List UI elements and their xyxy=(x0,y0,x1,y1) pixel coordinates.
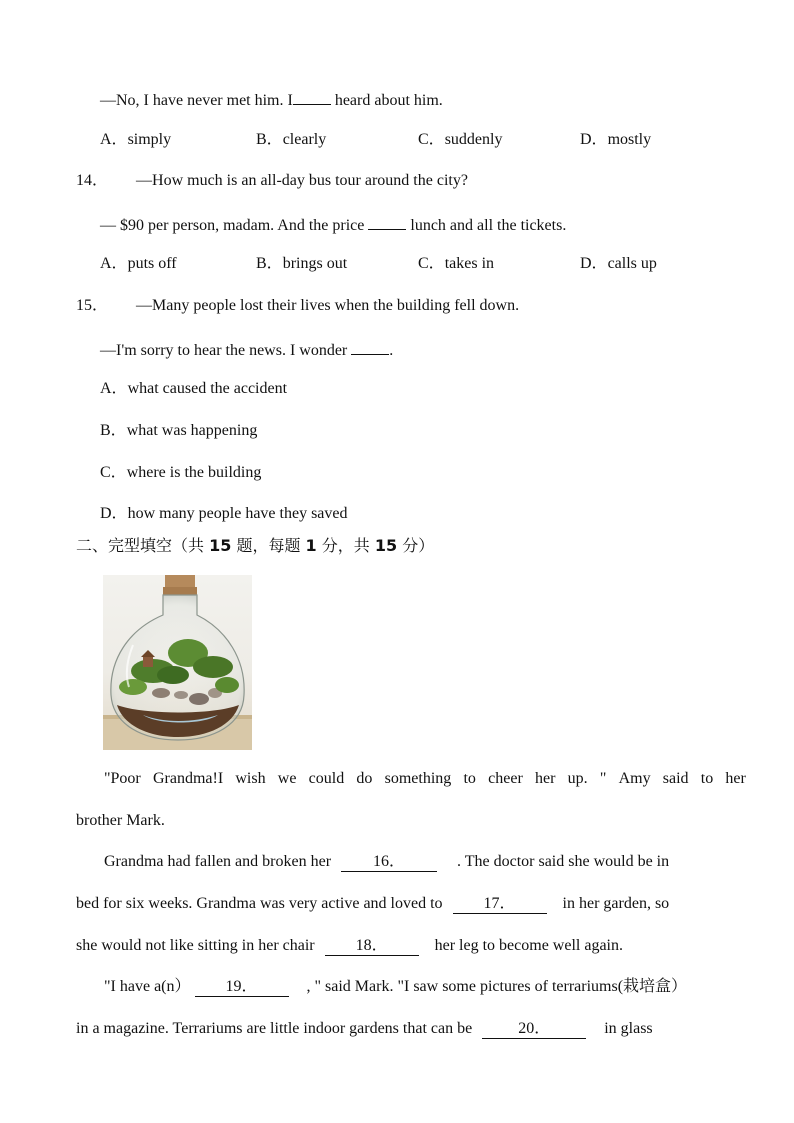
q15-question: 15． —Many people lost their lives when the building fell down. xyxy=(76,297,520,314)
q13-option-b[interactable]: B．clearly xyxy=(256,131,327,148)
q14-option-d[interactable]: D．calls up xyxy=(580,255,657,272)
q14-option-a[interactable]: A．puts off xyxy=(100,255,177,272)
q14-blank[interactable] xyxy=(368,213,406,230)
q13-option-c[interactable]: C．suddenly xyxy=(418,131,503,148)
terrarium-image xyxy=(103,575,252,750)
passage-p3-line2: in a magazine. Terrariums are little indoor gardens that can be 20． in glass xyxy=(76,1020,653,1037)
passage-p1-line2: brother Mark. xyxy=(76,812,165,829)
q13-option-d[interactable]: D．mostly xyxy=(580,131,652,148)
q14-answer: — $90 per person, madam. And the price lunch and all the tickets. xyxy=(100,213,566,236)
blank-19[interactable]: 19． xyxy=(195,978,289,997)
blank-18[interactable]: 18． xyxy=(325,937,419,956)
passage-p2-line3: she would not like sitting in her chair 18． her leg to become well again. xyxy=(76,937,623,954)
q15-option-a[interactable]: A．what caused the accident xyxy=(100,380,288,397)
q13-option-a[interactable]: A．simply xyxy=(100,131,172,148)
q15-answer: —I'm sorry to hear the news. I wonder . xyxy=(100,338,393,361)
q14-option-b[interactable]: B．brings out xyxy=(256,255,348,272)
passage-p3-line1: "I have a(n） 19． , " said Mark. "I saw some pictures of terrariums(栽培盒） xyxy=(104,978,688,995)
blank-17[interactable]: 17． xyxy=(453,895,547,914)
q15-blank[interactable] xyxy=(351,338,389,355)
q15-option-b[interactable]: B．what was happening xyxy=(100,422,258,439)
terrarium-illustration xyxy=(103,575,252,750)
passage-p1-line1: "Poor Grandma!I wish we could do something to cheer her up. " Amy said to her xyxy=(104,770,746,787)
q13-blank[interactable] xyxy=(293,88,331,105)
q15-option-c[interactable]: C．where is the building xyxy=(100,464,262,481)
blank-16[interactable]: 16． xyxy=(341,853,437,872)
q14-option-c[interactable]: C．takes in xyxy=(418,255,495,272)
passage-p2-line2: bed for six weeks. Grandma was very active and loved to 17． in her garden, so xyxy=(76,895,670,912)
passage-p2-line1: Grandma had fallen and broken her 16． . The doctor said she would be in xyxy=(104,853,670,870)
section-title: 二、完型填空（共 15 题，每题 1 分，共 15 分） xyxy=(76,536,435,555)
blank-20[interactable]: 20． xyxy=(482,1020,586,1039)
q15-option-d[interactable]: D．how many people have they saved xyxy=(100,505,348,522)
q14-question: 14． —How much is an all-day bus tour around the city? xyxy=(76,172,468,189)
q13-dialog: —No, I have never met him. I heard about him. xyxy=(100,88,443,111)
q14-number: 14． xyxy=(76,172,109,189)
q15-number: 15． xyxy=(76,297,109,314)
